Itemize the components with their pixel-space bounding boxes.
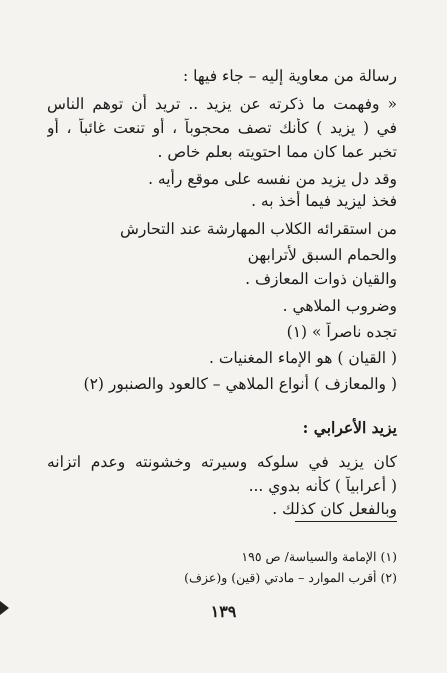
- text-line-1: رسالة من معاوية إليه – جاء فيها :: [183, 67, 397, 85]
- text-line-4: تخبر عما كان مما احتويته بعلم خاص .: [157, 143, 397, 161]
- text-line-8: والحمام السبق لأترابهن: [247, 246, 397, 264]
- text-line-5: وقد دل يزيد من نفسه على موقع رأيه .: [148, 170, 397, 188]
- text-line-2: « وفهمت ما ذكرته عن يزيد .. تريد أن توهم الناس: [47, 95, 397, 113]
- text-line-7: من استقرائه الكلاب المهارشة عند التحارش: [119, 220, 397, 238]
- text-line-11: تجده ناصراً » (١): [286, 323, 397, 341]
- text-line-10: وضروب الملاهي .: [282, 297, 397, 315]
- page-number: ١٣٩: [210, 602, 237, 621]
- text-line-12: ( القيان ) هو الإماء المغنيات .: [208, 349, 397, 367]
- text-line-6: فخذ ليزيد فيما أخذ به .: [251, 192, 397, 210]
- text-line-17: وبالفعل كان كذلك .: [272, 500, 397, 518]
- footnote-1: (١) الإمامة والسياسة/ ص ١٩٥: [241, 549, 397, 564]
- footnote-separator: [295, 521, 397, 522]
- text-line-13: ( والمعازف ) أنواع الملاهي – كالعود والصنبور (٢): [83, 375, 397, 393]
- text-line-15: كان يزيد في سلوكه وسيرته وخشونته وعدم اتزانه: [47, 453, 397, 471]
- text-line-16: ( أعرابياً ) كأنه بدوي ...: [248, 477, 397, 495]
- text-line-3: في ( يزيد ) كأنك تصف محجوباً ، أو تنعت غائباً ، أو: [47, 119, 397, 137]
- section-heading: يزيد الأعرابي :: [302, 418, 397, 437]
- text-line-9: والقيان ذوات المعازف .: [245, 270, 397, 288]
- footnote-2: (٢) أقرب الموارد – مادتي (قين) و(عزف): [184, 570, 397, 585]
